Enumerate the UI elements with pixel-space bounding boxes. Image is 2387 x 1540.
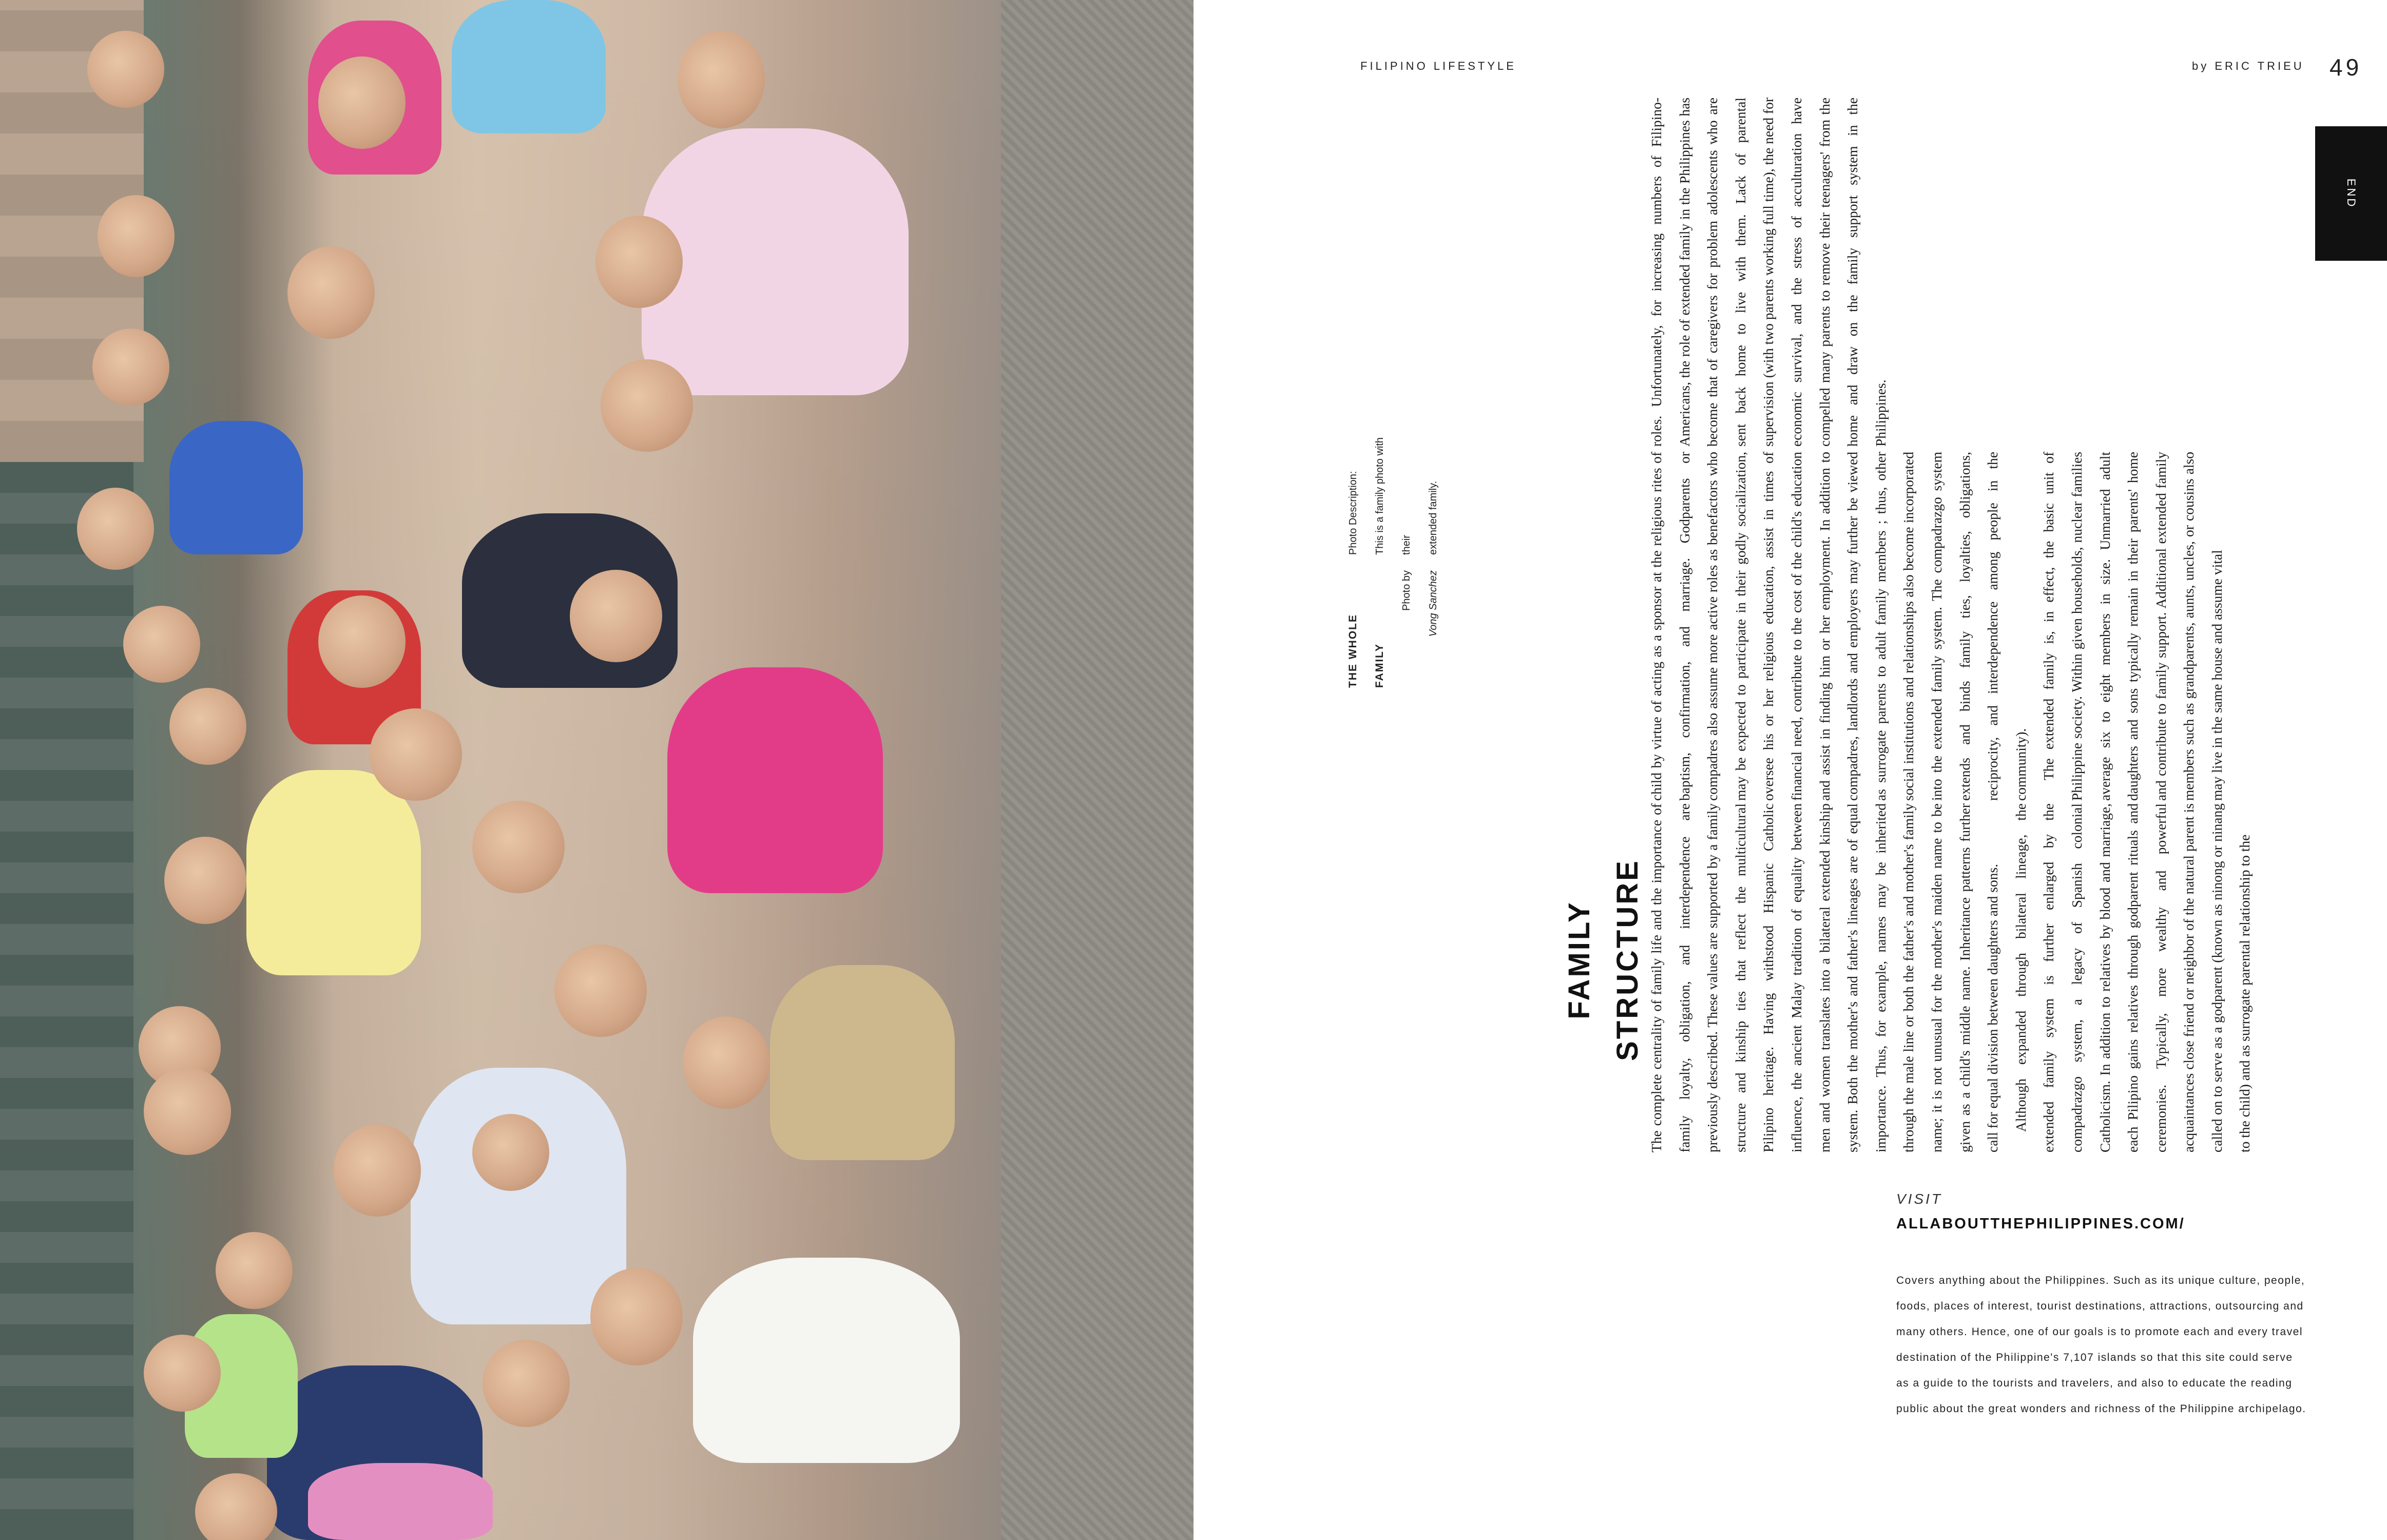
person-face [123,606,200,683]
visit-description-text: Covers anything about the Philippines. Such as its unique culture, people, foods, places of interest, tourist destinations, attractions, outsourcing and many others. Hence, one of our goals is to promote each and every travel destination of the Philippine's 7,107 islands so that this site could serve as a guide to the tourists and travelers, and also to educate the reading public about the great wonders and richness of the Philippine archipelago. [1896,1275,2306,1415]
person-face [334,1124,421,1217]
column-1-paragraph-2: Although expanded through bilateral lineage, the extended family system is further enlarged by the compadrazgo system, a legacy of Spanish colonial Catholicism. In addition to relatives by blood and marriage, each Pilipino gains relatives through godparent rituals and ceremonies. Typically, more wealthy and powerful acquaintances close friend or neighbor of the natural parent is called on to serve as a godparent (known as ninong or ninang to the child) and as surrogate parental relationship to the [2012,803,2253,1152]
section-header: FILIPINO LIFESTYLE [1360,60,1516,72]
article-column-2 [1643,452,2231,801]
person-face [169,688,246,765]
caption-photographer: Vong Sanchez [1428,570,1439,637]
person-face [287,246,375,339]
person-shirt [411,1068,626,1324]
person-face [472,801,565,893]
person-face [678,31,765,128]
person-face [318,56,406,149]
person-face [98,195,175,277]
caption-desc-line1: This is a family photo with their [1374,437,1412,555]
person-face [595,216,683,308]
article-title-line1: FAMILY [1563,900,1596,1019]
article-column-1 [1643,803,2259,1152]
person-face [216,1232,293,1309]
person-face [87,31,164,108]
photo-ground [1001,0,1194,1540]
end-tab-label: END [2345,178,2358,209]
visit-label: VISIT [1896,1191,1943,1207]
caption-desc-line2: extended family. [1428,480,1439,555]
byline: by ERIC TRIEU [2192,60,2304,72]
person-face [92,329,169,406]
article-column-3 [1643,98,1895,447]
photo-caption [1340,421,1447,688]
visit-url-link[interactable]: ALLABOUTTHEPHILIPPINES.COM/ [1896,1216,2185,1232]
person-face [472,1114,549,1191]
person-face [570,570,662,662]
person-face [483,1340,570,1427]
article-title [1555,821,1652,1099]
person-face [144,1335,221,1412]
person-face [318,595,406,688]
person-shirt [169,421,303,554]
person-shirt [308,1463,493,1540]
person-face [144,1068,231,1155]
person-face [77,488,154,570]
column-1-paragraph-1: The complete centrality of family life and the importance of family loyalty, obligation, and interdependence are previously described. These values are supported by a family structure and kinship ties that reflect the multicultural Pilipino heritage. Having withstood Hispanic Catholic influence, the ancient Malay tradition of equality between men and women translates into a bilateral extended kinship system. Both the mother's and father's lineages are of equal importance. Thus, for example, names may be inherited through the male line or both the father's and mother's family name; it is not unusual for the mother's maiden name to be given as a child's middle name. Inheritance patterns further call for equal division between daughters and sons. [1648,803,2001,1152]
person-face [601,359,693,452]
visit-description [1896,1268,2307,1422]
person-shirt [452,0,606,133]
caption-title: THE WHOLE FAMILY [1347,614,1385,688]
end-tab [2315,126,2387,261]
article-title-line2: STRUCTURE [1611,859,1644,1061]
person-face [370,708,462,801]
column-2-paragraph-2: The extended family is, in effect, the basic unit of Philippine society. Within given households, nuclear families average six to eight members in size. Unmarried adult daughters and sons typically remain in their parents' home and contribute to family support. Additional extended family members such as grandparents, aunts, uncles, or cousins also may live in the same house and assume vital [2040,452,2225,801]
person-shirt [770,965,955,1160]
caption-desc-label: Photo Description: [1348,471,1359,555]
person-shirt [667,667,883,893]
person-face [590,1268,683,1365]
column-2-paragraph-1: child by virtue of acting as a sponsor at the religious rites of baptism, confirmation, and marriage. Godparents or compadres also assume more active roles as benefactors who may be expected to participate in their godly socialization, oversee his or her religious education, assist in times of financial need, contribute to the cost of the child's education and assist in finding him or her employment. In addition to compadres, landlords and employers may further be viewed as surrogate parents to adult family members ; thus, other social institutions and relationships also become incorporated into the extended family system. The compadrazgo system extends and binds family ties, loyalties, obligations, reciprocity, and interdependence among people in the community). [1648,452,2029,801]
page-number: 49 [2330,54,2362,81]
person-face [554,945,647,1037]
photo-door [0,462,133,1540]
column-3-paragraph-1: roles. Unfortunately, for increasing numbers of Filipino-Americans, the role of extended family in the Philippines has become that of caregivers for problem adolescents who are sent back home to live with them. Lack of parental supervision (with two parents working full time), the need for economic survival, and the stress of acculturation have compelled many parents to remove their teenagers' from the home and draw on the family support system in the Philippines. [1648,98,1889,447]
person-face [195,1473,277,1540]
caption-photo-by: Photo by [1401,570,1412,611]
person-shirt [693,1258,960,1463]
person-face [683,1016,770,1109]
person-face [164,837,246,924]
person-shirt [246,770,421,975]
